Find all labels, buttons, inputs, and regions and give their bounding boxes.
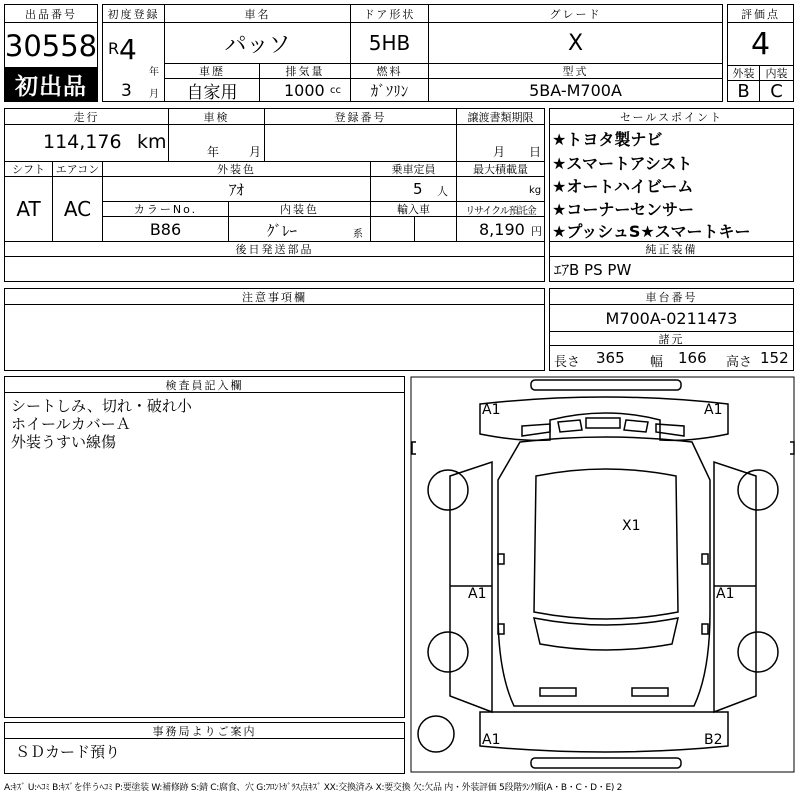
import-cell-b [415,217,457,241]
wheel-front-left [428,470,468,510]
interior-grade-label: 内装 [760,65,793,81]
front-bumper-shape [531,380,681,390]
sales-point-4: ★コーナーセンサー [552,200,695,219]
left-handle-shape [498,554,504,564]
displacement-unit: cc [330,85,341,96]
office-label: 事務局よりご案内 [5,723,404,739]
capacity-label: 乗車定員 [371,161,457,177]
main-body-shape [498,437,710,706]
reg-month-unit: 月 [149,89,159,100]
color-value: ｱｵ [103,177,371,201]
first-reg-label: 初度登録 [103,5,165,23]
chassis-number: M700A-0211473 [605,308,738,328]
recycle-cell [457,217,544,241]
length-label: 長さ [554,355,581,370]
interior-color-cell [229,217,371,241]
shift-value: AT [5,177,53,241]
chassis-box [549,288,794,371]
wheel-rear-right [738,632,778,672]
office-text: ＳＤカード預り [15,743,121,761]
height-value: 152 [760,349,789,367]
score-label: 評価点 [728,5,793,23]
color-no-value: B86 [103,217,229,241]
sales-points-label: セールスポイント [550,109,793,125]
inspection-month-unit: 月 [249,145,262,159]
mark-left-side: A1 [468,586,487,602]
car-name-label: 車名 [165,5,351,23]
recycle-unit: 円 [531,225,542,238]
tail-light-left [540,688,576,696]
rear-glass-shape [534,618,678,650]
reg-year-unit: 年 [149,67,159,78]
inspector-label: 検査員記入欄 [5,377,404,393]
interior-color-unit: 系 [353,229,363,240]
mark-roof: X1 [622,518,641,534]
grade-value: X [567,30,584,56]
notes-box [4,288,545,371]
lot-number: 30558 [5,29,97,63]
rear-bumper-shape [531,758,681,768]
dims-label: 諸元 [550,331,793,346]
reg-month: 3 [121,81,132,101]
roof-shape [534,469,678,619]
legend-text: A:ｷｽﾞ U:ﾍｺﾐ B:ｷｽﾞを伴うﾍｺﾐ P:要塗装 W:補修跡 S:錆 C:腐食、穴 G:ﾌﾛﾝﾄｶﾞﾗｽ点ｷｽﾞ XX:交換済み X:要交換 欠:欠品 内・外装評価 5段階ﾗﾝｸ順(A・B・C・D・E) 2 [4,783,623,793]
car-damage-diagram [410,376,796,774]
equipment-value: ｴｱB PS PW [554,261,632,279]
transfer-label: 譲渡書類期限 [457,109,544,125]
notes-label: 注意事項欄 [5,289,544,305]
max-load-label: 最大積載量 [457,161,544,177]
mileage-value: 114,176 [43,131,122,153]
recycle-label: リサイクル預託金 [457,201,544,217]
score-box [727,4,794,102]
door-type: 5HB [351,23,429,63]
height-label: 高さ [726,355,753,370]
mileage-unit: km [137,131,167,153]
color-label: 外装色 [103,161,371,177]
header-box [102,4,723,102]
max-load-unit: kg [529,185,542,196]
rear-body-shape [480,712,728,752]
door-label: ドア形状 [351,5,429,23]
left-bracket-shape [412,442,416,454]
spare-wheel [418,716,454,752]
sales-point-1: ★トヨタ製ナビ [552,130,663,149]
mileage-label: 走行 [5,109,169,125]
era-letter: R [108,39,120,58]
first-listing-badge: 初出品 [5,67,97,101]
specs-box [4,108,545,282]
chassis-label: 車台番号 [550,289,793,305]
later-parts-label: 後日発送部品 [5,241,544,257]
width-value: 166 [678,349,707,367]
mark-right-side: A1 [716,586,735,602]
exterior-grade: B [728,81,760,101]
fuel-label: 燃料 [351,63,429,79]
lot-label: 出品番号 [5,5,97,23]
reg-number-label: 登録番号 [265,109,457,125]
inspection-label: 車検 [169,109,265,125]
length-value: 365 [596,349,625,367]
max-load-cell [457,177,544,201]
color-no-label: カラーNo. [103,201,229,217]
inspector-box [4,376,405,718]
sales-point-3: ★オートハイビーム [552,177,694,196]
inspector-line-1: シートしみ、切れ・破れ小 [11,397,192,415]
capacity-value: 5 [413,180,423,198]
interior-color-value: ｸﾞﾚｰ [267,222,298,240]
reg-number-cell [265,125,457,161]
interior-grade: C [770,81,783,101]
recycle-fee: 8,190 [479,220,525,239]
ac-value: AC [53,177,103,241]
score-value: 4 [750,26,771,62]
sales-point-2: ★スマートアシスト [552,154,693,173]
right-handle-shape [702,554,708,564]
first-reg-cell [103,23,165,101]
capacity-unit: 人 [437,185,448,198]
mark-rear-right: B2 [704,732,723,748]
history-label: 車歴 [165,63,260,79]
inspector-line-2: ホイールカバーＡ [11,415,131,433]
mark-front-left: A1 [482,402,501,418]
import-cell-a [371,217,415,241]
mark-rear-left: A1 [482,732,501,748]
transfer-month-unit: 月 [493,145,506,159]
interior-color-label: 内装色 [229,201,371,217]
width-label: 幅 [650,355,664,370]
shift-label: シフト [5,161,53,177]
displacement-label: 排気量 [260,63,351,79]
wheel-rear-left [428,632,468,672]
import-label: 輸入車 [371,201,457,217]
right-handle-shape-2 [702,624,708,634]
model-label: 型式 [429,63,722,79]
right-bracket-shape [790,442,794,454]
model-value: 5BA-M700A [529,80,622,100]
inspection-year-unit: 年 [207,145,220,159]
car-name: パッソ [165,23,351,63]
sales-point-5: ★プッシュS★スマートキー [552,222,751,241]
exterior-grade-label: 外装 [728,65,760,81]
displacement-value: 1000 [284,81,325,100]
wheel-front-right [738,470,778,510]
inspection-cell [169,125,265,161]
grade-label: グレード [429,5,722,23]
equipment-label: 純正装備 [550,241,793,257]
sales-points-box [549,108,794,282]
reg-year: 4 [119,33,137,66]
transfer-day-unit: 日 [529,145,542,159]
later-parts-value [5,257,544,281]
history-value: 自家用 [165,79,260,101]
mark-front-right: A1 [704,402,723,418]
fuel-value: ｶﾞｿﾘﾝ [351,79,429,101]
displacement-cell [260,79,351,101]
transfer-cell [457,125,544,161]
tail-light-right [632,688,668,696]
inspector-line-3: 外装うすい線傷 [11,433,117,451]
office-box [4,722,405,774]
mileage-cell [5,125,169,161]
capacity-cell [371,177,457,201]
ac-label: エアコン [53,161,103,177]
